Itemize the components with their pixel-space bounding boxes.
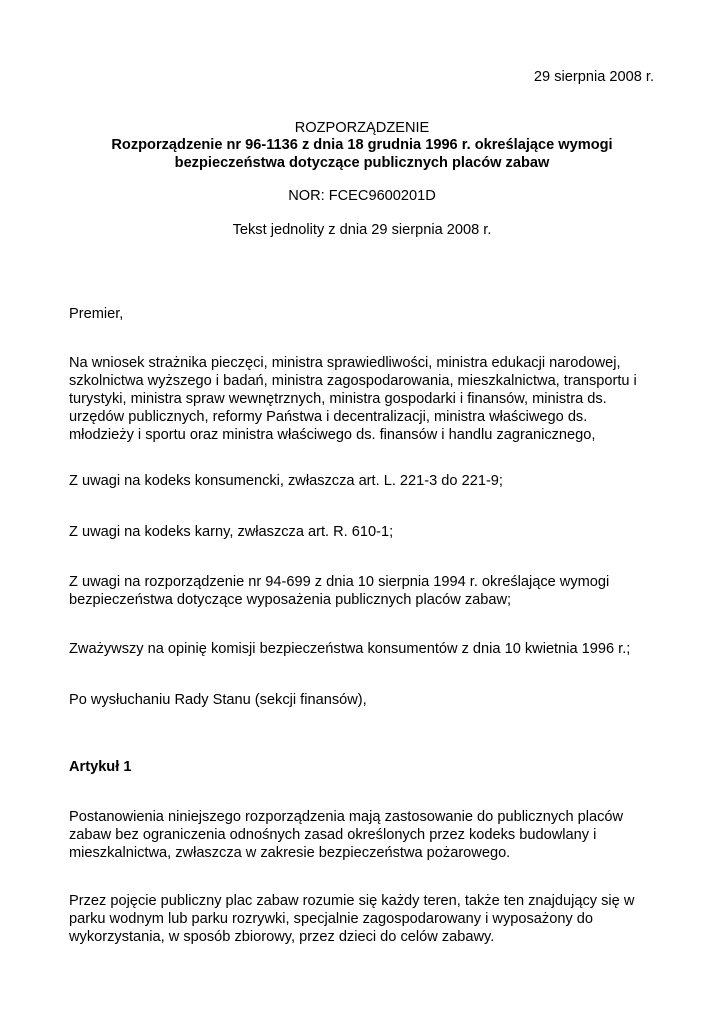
consumer-code-paragraph: Z uwagi na kodeks konsumencki, zwłaszcza art. L. 221-3 do 221-9;	[69, 473, 503, 489]
document-date: 29 sierpnia 2008 r.	[533, 69, 654, 85]
request-paragraph: Na wniosek strażnika pieczęci, ministra sprawiedliwości, ministra edukacji narodowej, szkolnictwa wyższego i badań, ministra zagospodarowania, mieszkalnictwa, transportu i turystyki, ministra spraw wewnętrznych, ministra gospodarki i finansów, ministra ds. urzędów publicznych, reformy Państwa i decentralizacji, ministra właściwego ds. młodzieży i sportu oraz ministra właściwego ds. finansów i handlu zagranicznego,	[69, 355, 637, 443]
document-title: Rozporządzenie nr 96-1136 z dnia 18 grudnia 1996 r. określające wymogi bezpieczeństwa dotyczące publicznych placów zabaw	[111, 137, 613, 171]
penal-code-paragraph: Z uwagi na kodeks karny, zwłaszcza art. R. 610-1;	[69, 524, 394, 540]
consolidated-text-date: Tekst jednolity z dnia 29 sierpnia 2008 r.	[232, 222, 492, 238]
council-paragraph: Po wysłuchaniu Rady Stanu (sekcji finansów),	[69, 692, 367, 708]
article-1-paragraph-1: Postanowienia niniejszego rozporządzenia mają zastosowanie do publicznych placów zabaw bez ograniczenia odnośnych zasad określonych przez kodeks budowlany i mieszkalnictwa, zwłaszcza w zakresie bezpieczeństwa pożarowego.	[69, 809, 624, 861]
premier-paragraph: Premier,	[69, 306, 124, 322]
decree-reference-paragraph: Z uwagi na rozporządzenie nr 94-699 z dnia 10 sierpnia 1994 r. określające wymogi bezpieczeństwa dotyczące wyposażenia publicznych placów zabaw;	[69, 574, 610, 608]
nor-identifier: NOR: FCEC9600201D	[288, 188, 436, 204]
opinion-paragraph: Zważywszy na opinię komisji bezpieczeństwa konsumentów z dnia 10 kwietnia 1996 r.;	[69, 641, 631, 657]
document-type-label: ROZPORZĄDZENIE	[294, 120, 430, 136]
article-1-heading: Artykuł 1	[69, 759, 132, 775]
article-1-paragraph-2: Przez pojęcie publiczny plac zabaw rozumie się każdy teren, także ten znajdujący się w parku wodnym lub parku rozrywki, specjalnie zagospodarowany i wyposażony do wykorzystania, w sposób zbiorowy, przez dzieci do celów zabawy.	[69, 893, 635, 945]
